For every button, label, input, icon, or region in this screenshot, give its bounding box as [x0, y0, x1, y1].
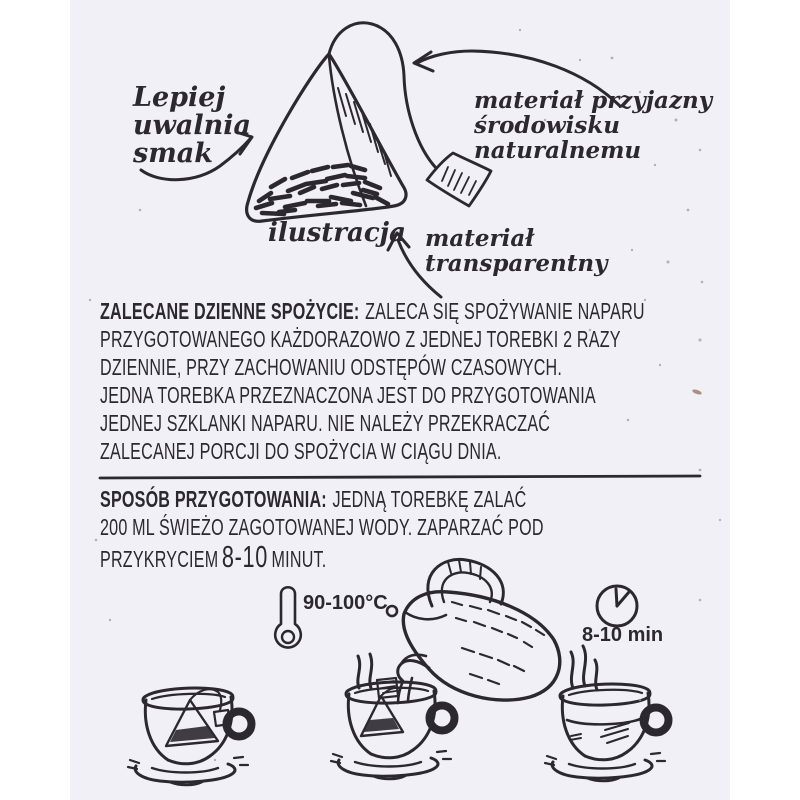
transparent-note-line: materiał — [425, 225, 535, 252]
daily-intake-line: DZIENNIE, PRZY ZACHOWANIU ODSTĘPÓW CZASOWYCH. — [100, 354, 563, 380]
timer-clock-icon — [597, 586, 637, 626]
section-divider — [100, 476, 700, 478]
flavor-note-line: Lepiej — [133, 82, 226, 113]
daily-intake-line: JEDNA TOREBKA PRZEZNACZONA JEST DO PRZYGOTOWANIA — [100, 382, 596, 408]
daily-intake-text: ZALECA SIĘ SPOŻYWANIE NAPARU — [365, 298, 645, 324]
transparent-material-note — [425, 226, 607, 276]
tea-leaves — [256, 165, 388, 214]
eco-note-line: materiał przyjazny — [474, 87, 713, 114]
teacup-brewing-icon — [331, 654, 455, 779]
preparation-text: MINUT. — [271, 546, 327, 572]
daily-intake-line — [100, 297, 645, 325]
flavor-note-line: uwalnia — [133, 110, 252, 141]
preparation-line — [100, 541, 544, 573]
daily-intake-line: PRZYGOTOWANEGO KAŻDORAZOWO Z JEDNEJ TOREBKI 2 RAZY — [100, 326, 621, 352]
eco-material-note — [474, 88, 712, 163]
steam — [358, 654, 372, 688]
pyramid-teabag-icon — [247, 54, 406, 221]
temperature-label: 90-100°C — [303, 592, 388, 614]
preparation-section — [100, 485, 734, 573]
preparation-text: JEDNĄ TOREBKĘ ZALAĆ — [332, 486, 527, 512]
preparation-line: 200 ML ŚWIEŻO ZAGOTOWANEJ WODY. ZAPARZAĆ POD — [100, 514, 544, 540]
brew-time-label: 8-10 min — [582, 624, 664, 646]
preparation-line — [100, 485, 544, 513]
teacup-ready-icon — [545, 646, 669, 781]
preparation-heading: SPOSÓB PRZYGOTOWANIA: — [100, 486, 327, 512]
daily-intake-section — [100, 297, 800, 465]
teacup-with-teabag-icon — [128, 688, 252, 785]
illustration-caption: ilustracja — [268, 218, 406, 248]
flavor-note — [133, 84, 251, 168]
transparent-note-line: transparentny — [425, 250, 608, 277]
brew-minutes-value: 8-10 — [221, 539, 269, 574]
daily-intake-heading: ZALECANE DZIENNE SPOŻYCIE: — [100, 298, 360, 324]
flavor-note-line: smak — [133, 138, 213, 169]
eco-note-line: środowisku — [474, 112, 620, 139]
thermometer-icon — [275, 587, 301, 647]
eco-note-line: naturalnemu — [474, 137, 642, 164]
preparation-text: PRZYKRYCIEM — [100, 546, 219, 572]
daily-intake-line: JEDNEJ SZKLANKI NAPARU. NIE NALEŻY PRZEKRACZAĆ — [100, 410, 551, 436]
daily-intake-line: ZALECANEJ PORCJI DO SPOŻYCIA W CIĄGU DNIA. — [100, 438, 502, 464]
